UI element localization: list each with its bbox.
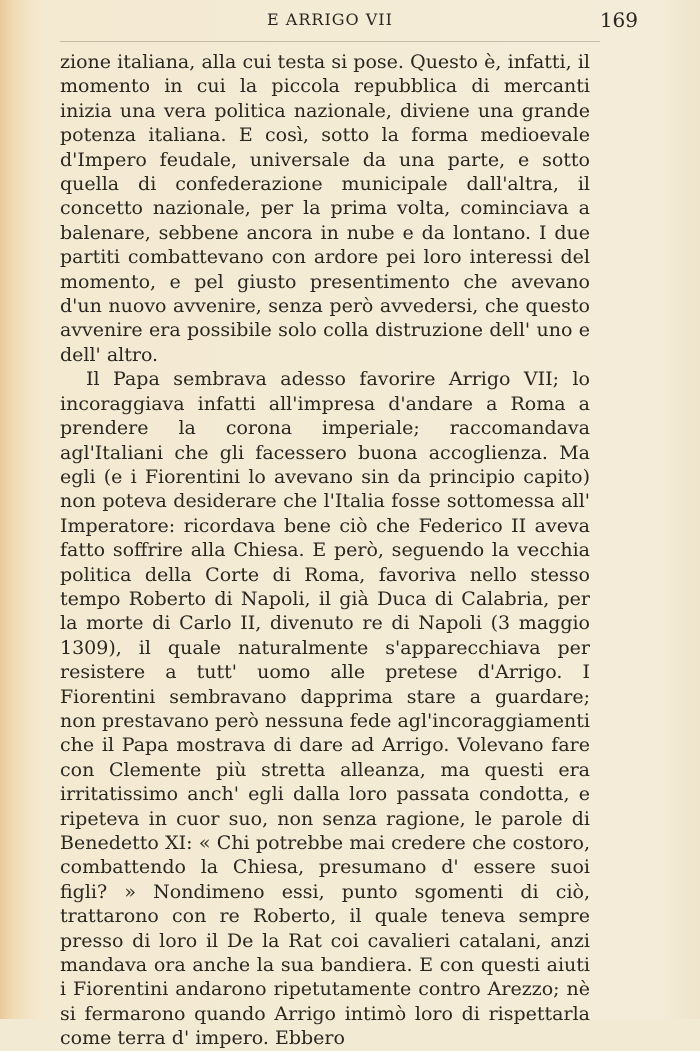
header-rule xyxy=(60,41,600,42)
body-text xyxy=(60,50,590,1051)
paragraph-continued: zione italiana, alla cui testa si pose. Questo è, infatti, il momento in cui la piccola repubblica di mercanti inizia una vera politica nazionale, diviene una grande potenza italiana. E così, sotto la forma medioevale d'Impero feudale, universale da una parte, e sotto quella di confederazione municipale dall'altra, il concetto nazionale, per la prima volta, cominciava a balenare, sebbene ancora in nube e da lontano. I due partiti combattevano con ardore pei loro interessi del momento, e pel giusto presentimento che avevano d'un nuovo avvenire, senza però avvedersi, che questo avvenire era possibile solo colla distruzione dell' uno e dell' altro. xyxy=(60,51,590,366)
paragraph: Il Papa sembrava adesso favorire Arrigo VII; lo incoraggiava infatti all'impresa d'andare a Roma a prendere la corona imperiale; raccomandava agl'Italiani che gli facessero buona accoglienza. Ma egli (e i Fiorentini lo avevano sin da principio capito) non poteva desiderare che l'Italia fosse sottomessa all' Imperatore: ricordava bene ciò che Federico II aveva fatto soffrire alla Chiesa. E però, seguendo la vecchia politica della Corte di Roma, favoriva nello stesso tempo Roberto di Napoli, il già Duca di Calabria, per la morte di Carlo II, divenuto re di Napoli (3 maggio 1309), il quale naturalmente s'apparecchiava per resistere a tutt' uomo alle pretese d'Arrigo. I Fiorentini sembravano dapprima stare a guardare; non prestavano però nessuna fede agl'incoraggiamenti che il Papa mostrava di dare ad Arrigo. Volevano fare con Clemente più stretta alleanza, ma questi era irritatissimo anch' egli dalla loro passata condotta, e ripeteva in cuor suo, non senza ragione, le parole di Benedetto XI: « Chi potrebbe mai credere che costoro, combattendo la Chiesa, presumano d' essere suoi figli? » Nondimeno essi, punto sgomenti di ciò, trattarono con re Roberto, il quale teneva sempre presso di loro il De la Rat coi cavalieri catalani, anzi mandava ora anche la sua bandiera. E con questi aiuti i Fiorentini andarono ripetutamente contro Arezzo; nè si fermarono quando Arrigo intimò loro di rispettarla come terra d' impero. Ebbero xyxy=(60,368,590,1050)
running-title: E ARRIGO VII xyxy=(267,10,393,29)
page-number: 169 xyxy=(599,8,638,32)
page-header xyxy=(60,6,638,38)
